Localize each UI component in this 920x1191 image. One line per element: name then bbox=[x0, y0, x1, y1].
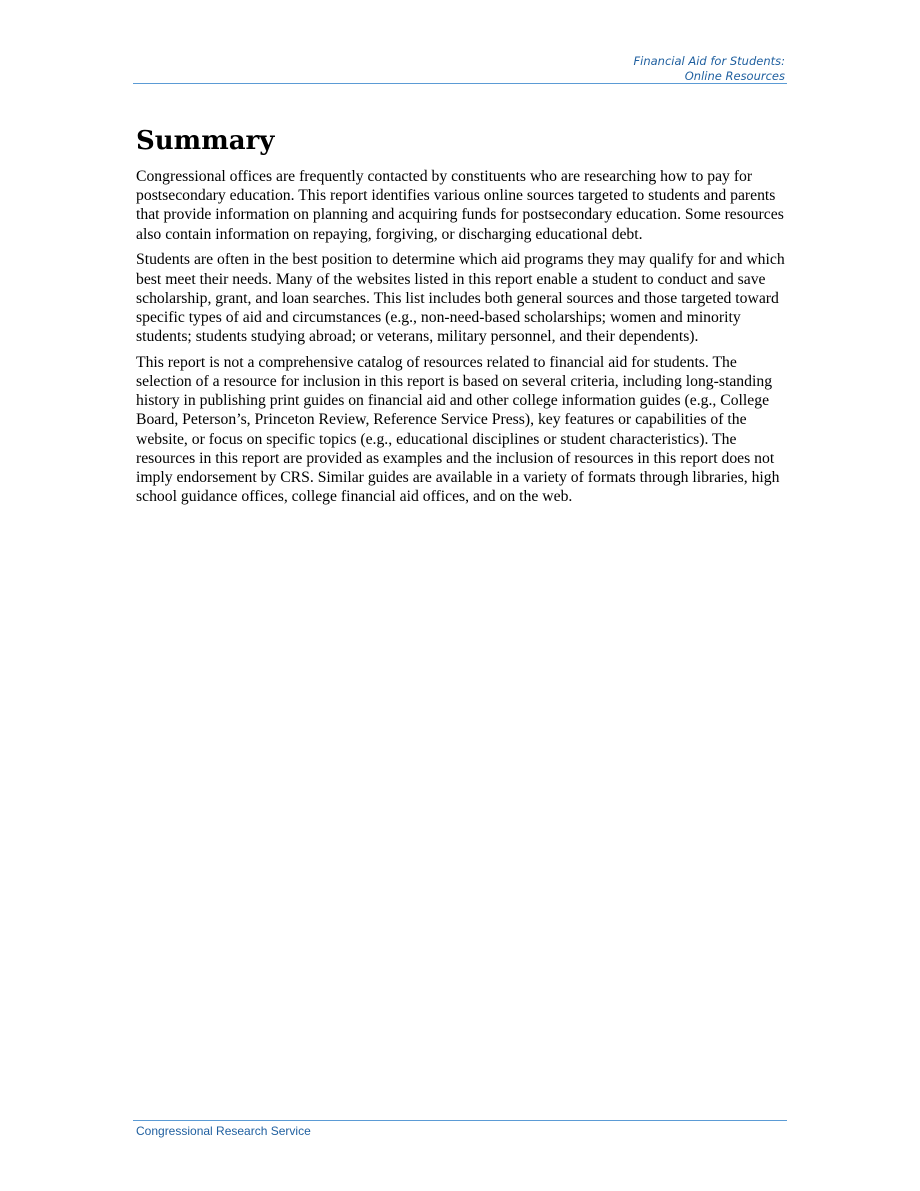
header-title-line-1: Financial Aid for Students: bbox=[633, 54, 785, 68]
summary-paragraph-2: Students are often in the best position to determine which aid programs they may qualify for and which best meet their needs. Many of the websites listed in this report enable a student to conduct and save scholarship, grant, and loan searches. This list includes both general sources and those targeted toward specific types of aid and circumstances (e.g., non-need-based scholarships; women and minority students; students studying abroad; or veterans, military personnel, and their dependents). bbox=[136, 251, 785, 346]
page-footer bbox=[133, 1120, 787, 1139]
page-header bbox=[133, 54, 787, 84]
footer-text: Congressional Research Service bbox=[136, 1124, 311, 1138]
summary-section bbox=[136, 122, 786, 513]
header-title-line-2: Online Resources bbox=[684, 69, 785, 83]
summary-paragraph-3: This report is not a comprehensive catalog of resources related to financial aid for students. The selection of a resource for inclusion in this report is based on several criteria, including long-standing history in publishing print guides on financial aid and other college information guides (e.g., College Board, Peterson’s, Princeton Review, Reference Service Press), key features or capabilities of the website, or focus on specific topics (e.g., educational disciplines or student characteristics). The resources in this report are provided as examples and the inclusion of resources in this report does not imply endorsement by CRS. Similar guides are available in a variety of formats through libraries, high school guidance offices, college financial aid offices, and on the web. bbox=[136, 353, 780, 506]
summary-paragraph-1: Congressional offices are frequently contacted by constituents who are researching how to pay for postsecondary education. This report identifies various online sources targeted to students and parents that provide information on planning and acquiring funds for postsecondary education. Some resources also contain information on repaying, forgiving, or discharging educational debt. bbox=[136, 168, 784, 243]
summary-heading: Summary bbox=[136, 126, 275, 156]
